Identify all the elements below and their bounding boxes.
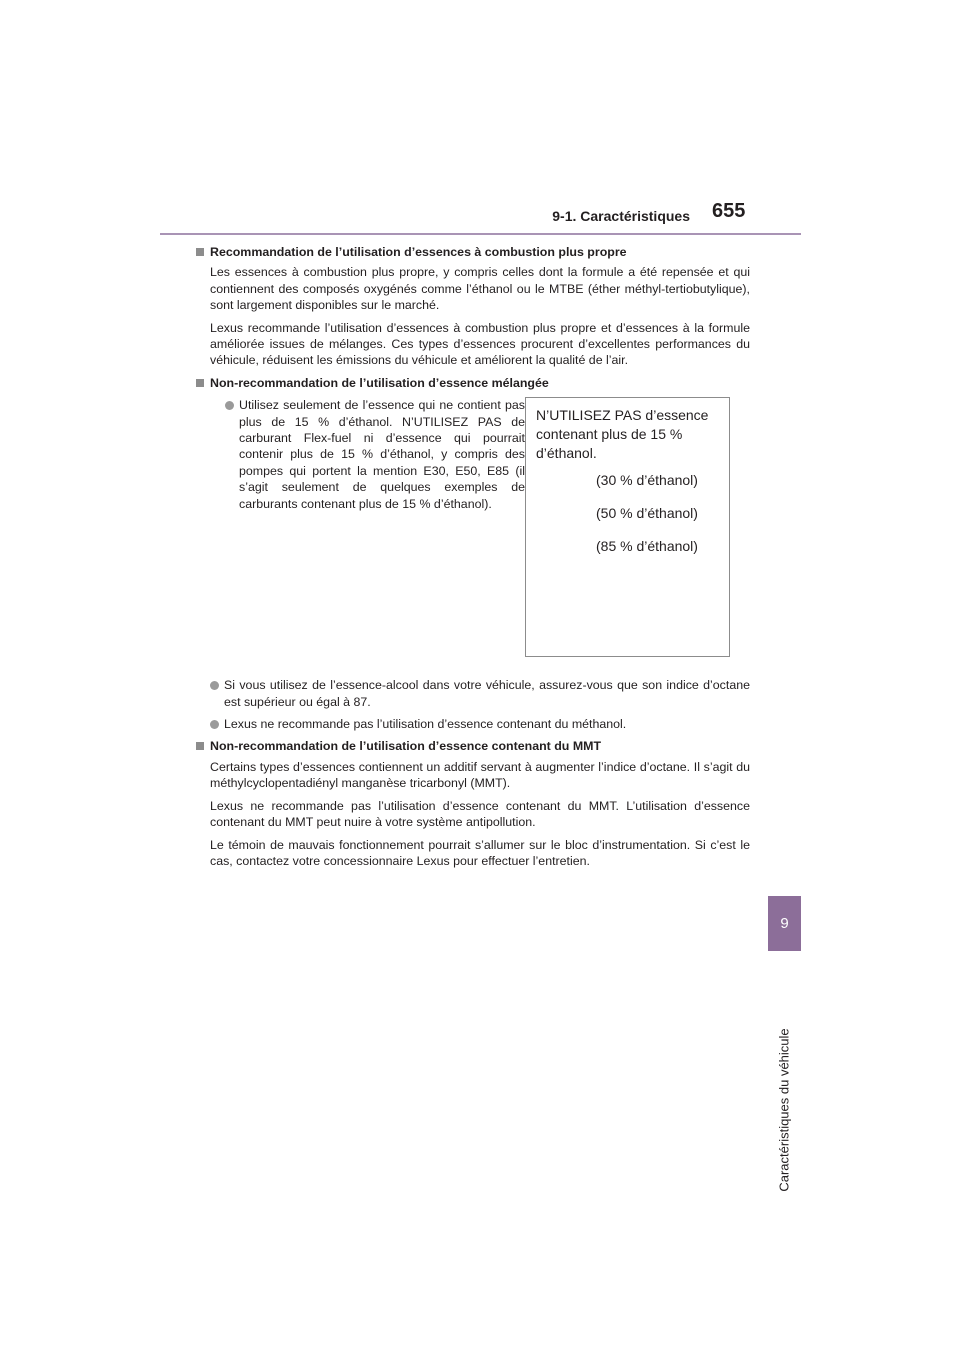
list-item-text: Si vous utilisez de l’essence-alcool dans votre véhicule, assurez-vous que son indice d’octane est supérieur ou égal à 87. xyxy=(224,678,750,709)
ethanol-bullet-column xyxy=(225,397,525,518)
paragraph: Certains types d’essences contiennent un additif servant à augmenter l’indice d’octane. Il s’agit du méthylcyclopentadiényl manganèse tricarbonyl (MMT). xyxy=(210,759,750,791)
heading-text: Recommandation de l’utilisation d’essences à combustion plus propre xyxy=(210,245,627,259)
paragraph: Le témoin de mauvais fonctionnement pourrait s’allumer sur le bloc d’instrumentation. Si c’est le cas, contactez votre concessionnaire Lexus pour effectuer l’entretien. xyxy=(210,837,750,868)
header-divider xyxy=(160,233,801,235)
chapter-label: Caractéristiques du véhicule xyxy=(776,1028,792,1192)
page-content xyxy=(210,244,750,869)
page-number: 655 xyxy=(712,200,746,222)
bullet-dot-icon xyxy=(225,401,234,410)
square-bullet-icon xyxy=(196,248,204,256)
square-bullet-icon xyxy=(196,379,204,387)
warning-item: (30 % d’éthanol) xyxy=(596,472,698,489)
list-item xyxy=(210,677,750,710)
bullet-dot-icon xyxy=(210,720,219,729)
section-heading-mmt xyxy=(210,738,750,754)
paragraph: Lexus ne recommande pas l’utilisation d’essence contenant du MMT. L’utilisation d’essence contenant du MMT peut nuire à votre système antipollution. xyxy=(210,798,750,830)
section-title: 9-1. Caractéristiques xyxy=(552,208,690,224)
paragraph: Les essences à combustion plus propre, y compris celles dont la formule a été repensée et qui contiennent des composés oxygénés comme l’éthanol ou le MTBE (éther méthyl-tertiobutylique), sont largement disponibles sur le marché. xyxy=(210,265,750,313)
paragraph: Lexus recommande l’utilisation d’essences à combustion plus propre et d’essences à la formule améliorée issues de mélanges. Ces types d’essences procurent d’excellentes performances du véhicule, réduisent les émissions du véhicule et améliorent la qualité de l’air. xyxy=(210,320,750,368)
list-item xyxy=(225,397,525,512)
bullet-dot-icon xyxy=(210,681,219,690)
square-bullet-icon xyxy=(196,742,204,750)
heading-text: Non-recommandation de l’utilisation d’essence contenant du MMT xyxy=(210,739,602,754)
chapter-tab xyxy=(768,896,801,951)
warning-title: N’UTILISEZ PAS d’essence contenant plus de 15 % d’éthanol. xyxy=(536,407,709,462)
chapter-number: 9 xyxy=(780,915,789,932)
section-heading-clean-fuel xyxy=(210,244,750,260)
heading-text: Non-recommandation de l’utilisation d’essence mélangée xyxy=(210,375,549,390)
ethanol-warning-box xyxy=(525,397,730,657)
ethanol-block xyxy=(210,397,750,671)
warning-item: (85 % d’éthanol) xyxy=(596,538,698,555)
section-heading-blended-fuel xyxy=(210,375,750,391)
list-item xyxy=(210,716,750,732)
list-item-text: Utilisez seulement de l’essence qui ne contient pas plus de 15 % d’éthanol. N’UTILISEZ PAS de carburant Flex-fuel ni d’essence qui pourrait contenir plus de 15 % d’éthanol, y compris des pompes qui portent la mention E30, E50, E85 (il s’agit seulement de quelques exemples de carburants contenant plus de 15 % d’éthanol). xyxy=(239,398,525,511)
list-item-text: Lexus ne recommande pas l’utilisation d’essence contenant du méthanol. xyxy=(224,717,627,732)
warning-item: (50 % d’éthanol) xyxy=(596,505,698,522)
